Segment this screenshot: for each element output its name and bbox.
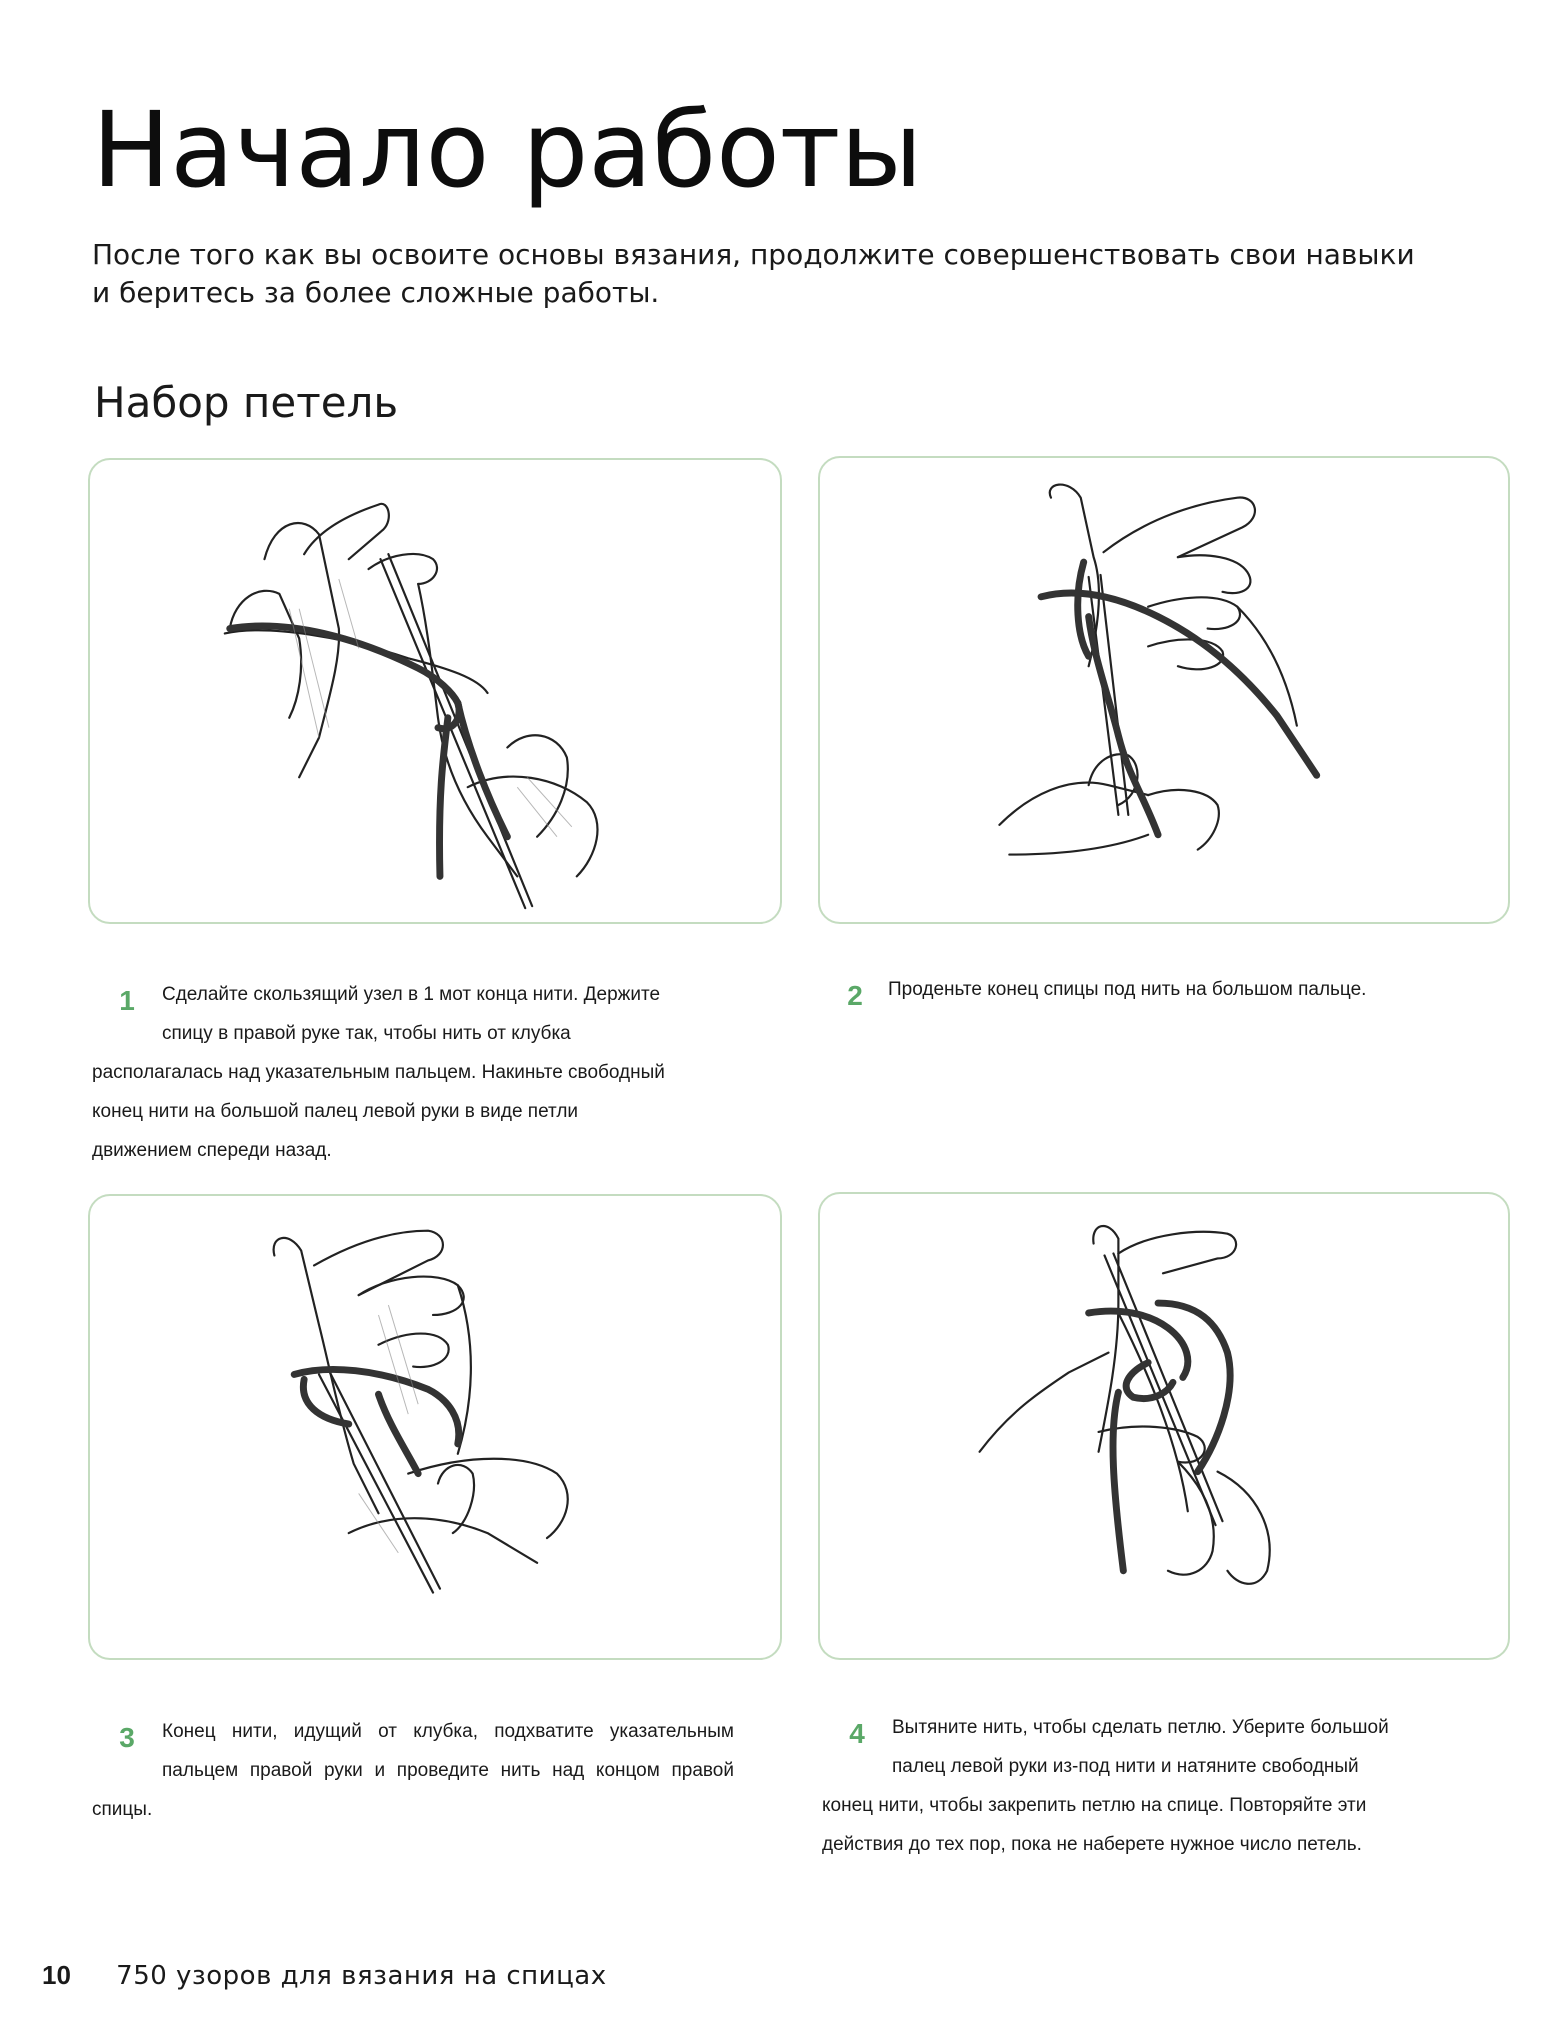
page-number: 10: [42, 1960, 71, 1990]
illustration-panel-1: [88, 458, 782, 924]
section-title: Набор петель: [94, 378, 399, 427]
hands-knitting-illustration-step-3: [90, 1196, 780, 1658]
hands-knitting-illustration-step-4: [820, 1194, 1508, 1658]
illustration-panel-3: [88, 1194, 782, 1660]
step-3: [92, 1712, 734, 1829]
intro-paragraph: После того как вы освоите основы вязания, продолжите совершенствовать свои навыки и беритесь за более сложные работы.: [92, 238, 1415, 309]
step-number-2: 2: [847, 980, 863, 1011]
step-1: [92, 975, 672, 1170]
step-text-2: Проденьте конец спицы под нить на большом пальце.: [888, 979, 1367, 1000]
step-4: [822, 1708, 1402, 1864]
step-number-3: 3: [119, 1722, 135, 1753]
book-title: 750 узоров для вязания на спицах: [116, 1961, 607, 1991]
step-text-1: Сделайте скользящий узел в 1 мот конца нити. Держите спицу в правой руке так, чтобы нить от клубка располагалась над указательным пальцем. Накиньте свободный конец нити на большой палец левой руки в виде петли движением спереди назад.: [92, 984, 665, 1161]
step-2: [822, 970, 1402, 1018]
step-text-4: Вытяните нить, чтобы сделать петлю. Уберите большой палец левой руки из-под нити и натяните свободный конец нити, чтобы закрепить петлю на спице. Повторяйте эти действия до тех пор, пока не наберете нужное число петель.: [822, 1717, 1389, 1855]
illustration-panel-4: [818, 1192, 1510, 1660]
step-number-4: 4: [849, 1718, 865, 1749]
page-title: Начало работы: [92, 89, 923, 211]
page-footer: [42, 1960, 607, 1991]
illustration-panel-2: [818, 456, 1510, 924]
hands-knitting-illustration-step-1: [90, 460, 780, 922]
hands-knitting-illustration-step-2: [820, 458, 1508, 922]
step-text-3: Конец нити, идущий от клубка, подхватите указательным пальцем правой руки и проведите нить над концом правой спицы.: [92, 1721, 734, 1820]
step-number-1: 1: [119, 985, 135, 1016]
